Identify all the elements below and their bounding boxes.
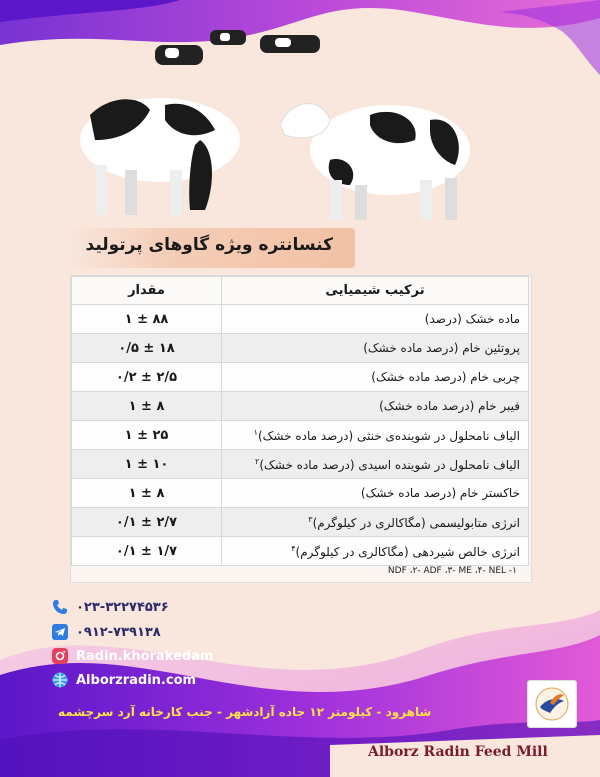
- property-label: ماده خشک (درصد): [424, 312, 520, 326]
- property-cell: [222, 450, 529, 479]
- phone-icon: [52, 599, 68, 615]
- company-logo: [527, 680, 577, 728]
- footnote-marker: ۲: [255, 456, 260, 466]
- property-cell: [222, 363, 529, 392]
- composition-table-panel: [70, 275, 532, 583]
- table-row: [72, 450, 529, 479]
- property-cell: [222, 537, 529, 566]
- table-row: [72, 334, 529, 363]
- header-amount: مقدار: [72, 277, 222, 305]
- table-row: [72, 479, 529, 508]
- footnote-marker: ۴: [291, 543, 296, 553]
- property-label: الیاف نامحلول در شوینده اسیدی (درصد ماده خشک): [259, 457, 520, 472]
- table-row: [72, 508, 529, 537]
- property-cell: [222, 508, 529, 537]
- amount-cell: ۱۸ ± ۰/۵: [72, 334, 222, 363]
- property-label: الیاف نامحلول در شوینده‌ی خنثی (درصد ماده خشک): [257, 428, 520, 443]
- title-banner: [70, 228, 355, 268]
- contact-instagram[interactable]: [52, 648, 214, 664]
- amount-cell: ۸ ± ۱: [72, 392, 222, 421]
- company-address: شاهرود - کیلومتر ۱۲ جاده آزادشهر - جنب کارخانه آرد سرچشمه: [58, 705, 432, 719]
- composition-table: [71, 276, 529, 566]
- table-row: [72, 537, 529, 566]
- amount-cell: ۲/۷ ± ۰/۱: [72, 508, 222, 537]
- amount-cell: ۲/۵ ± ۰/۲: [72, 363, 222, 392]
- footnote-marker: ۳: [308, 514, 313, 524]
- table-row: [72, 363, 529, 392]
- globe-icon: [52, 672, 68, 688]
- bird-logo-icon: [528, 681, 576, 727]
- property-label: پروتئین خام (درصد ماده خشک): [363, 341, 520, 355]
- property-cell: [222, 392, 529, 421]
- website-url: Alborzradin.com: [76, 672, 197, 688]
- property-cell: [222, 479, 529, 508]
- property-label: چربی خام (درصد ماده خشک): [371, 370, 520, 384]
- table-row: [72, 305, 529, 334]
- instagram-handle: Radin.khorakedam: [76, 648, 214, 664]
- amount-cell: ۱۰ ± ۱: [72, 450, 222, 479]
- contact-website[interactable]: [52, 672, 196, 688]
- property-label: انرژی متابولیسمی (مگاکالری در کیلوگرم): [312, 515, 520, 530]
- table-footnote: ۱- NDF ،۲- ADF ،۳- ME ،۴- NEL: [387, 566, 517, 576]
- property-label: خاکستر خام (درصد ماده خشک): [360, 486, 520, 500]
- instagram-icon: [52, 648, 68, 664]
- property-label: فیبر خام (درصد ماده خشک): [379, 399, 520, 413]
- amount-cell: ۸۸ ± ۱: [72, 305, 222, 334]
- table-row: [72, 392, 529, 421]
- telegram-icon: [52, 624, 68, 640]
- amount-cell: ۲۵ ± ۱: [72, 421, 222, 450]
- property-cell: [222, 334, 529, 363]
- property-label: انرژی خالص شیردهی (مگاکالری در کیلوگرم): [295, 544, 520, 559]
- contact-phone[interactable]: [52, 599, 169, 615]
- contact-telegram[interactable]: [52, 624, 161, 640]
- telegram-number: ۰۹۱۲-۷۳۹۱۳۸: [76, 624, 161, 640]
- table-row: [72, 421, 529, 450]
- brand-name: Alborz Radin Feed Mill: [368, 744, 548, 760]
- phone-number: ۰۲۳-۳۲۲۷۴۵۳۶: [76, 599, 169, 615]
- amount-cell: ۱/۷ ± ۰/۱: [72, 537, 222, 566]
- page-title: کنسانتره ویژه گاوهای پرتولید: [85, 235, 333, 255]
- property-cell: [222, 305, 529, 334]
- footnote-marker: ۱: [253, 427, 258, 437]
- header-property: ترکیب شیمیایی: [222, 277, 529, 305]
- amount-cell: ۸ ± ۱: [72, 479, 222, 508]
- property-cell: [222, 421, 529, 450]
- cows-illustration: [0, 0, 600, 230]
